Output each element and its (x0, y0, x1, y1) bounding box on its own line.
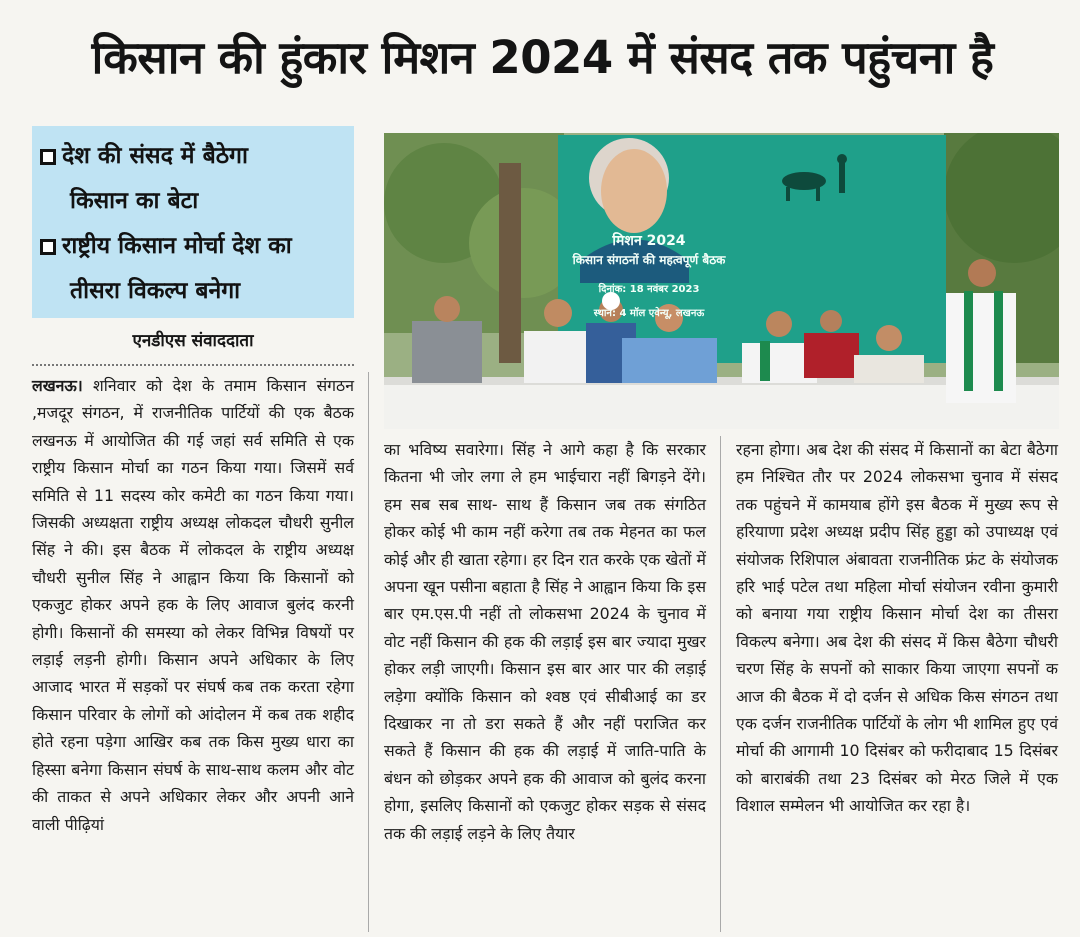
article-column-2 (384, 436, 706, 847)
article-column-3 (736, 436, 1058, 820)
banner-subtitle: किसान संगठनों की महत्वपूर्ण बैठक (572, 253, 726, 267)
highlight-box (32, 126, 354, 318)
news-photo (384, 133, 1059, 429)
highlight-item (40, 134, 344, 179)
article-paragraph (32, 372, 354, 838)
highlight-line: किसान का बेटा (70, 188, 199, 214)
article-column-1 (32, 372, 354, 838)
banner-venue: स्थान: 4 मॉल एवेन्यू, लखनऊ (593, 308, 705, 319)
column-divider (720, 436, 721, 932)
article-text: का भविष्य सवारेगा। सिंह ने आगे कहा है कि सरकार कितना भी जोर लगा ले हम भाईचारा नहीं बिगड़ने देंगे। हम सब सब साथ- साथ हैं किसान जब तक संगठित होकर कोई भी काम नहीं करेगा तब तक मेहनत का फल कोई और ही खाता रहेगा। हर दिन रात करके एक खेतों में अपना खून पसीना बहाता है सिंह ने आह्वान किया कि इस बार एम.एस.पी नहीं तो लोकसभा 2024 के चुनाव में वोट नहीं किसान की हक की लड़ाई इस बार ज्यादा मुखर होकर लड़ी जाएगी। किसान इस बार आर पार की लड़ाई लड़ेगा क्योंकि किसान को श्वष्ठ एवं सीबीआई का डर दिखाकर ना तो डरा सकते हैं और नहीं पराजित कर सकते हैं किसान की हक की लड़ाई में जाति-पाति के बंधन को छोड़कर अपने हक की आवाज को बुलंद करना होगा, इसलिए किसानों को एकजुट होकर सड़क से संसद तक की लड़ाई लड़ने के लिए तैयार (384, 440, 706, 843)
highlight-line: राष्ट्रीय किसान मोर्चा देश का (62, 233, 292, 259)
headline: किसान की हुंकार मिशन 2024 में संसद तक पहुंचना है (91, 31, 994, 84)
article-text: रहना होगा। अब देश की संसद में किसानों का बेटा बैठेगा हम निश्चित तौर पर 2024 लोकसभा चुनाव में संसद तक पहुंचने में कामयाब होंगे इस बैठक में मुख्य रूप से हरियाणा प्रदेश अध्यक्ष प्रदीप सिंह हुड्डा को उपाध्यक्ष एवं संयोजक रिशिपाल अंबावता राजनीतिक फ्रंट के संयोजक हरि भाई पटेल तथा महिला मोर्चा संयोजन रवीना कुमारी को बनाया गया राष्ट्रीय किसान मोर्चा देश का तीसरा विकल्प बनेगा। अब देश की संसद में किस बैठेगा चौधरी चरण सिंह के सपनों को साकार किया जाएगा सपनों क आज की बैठक में दो दर्जन से अधिक किस संगठन तथा एक दर्जन राजनीतिक पार्टियों के लोग भी शामिल हुए एवं मोर्चा की आगामी 10 दिसंबर को फरीदाबाद 15 दिसंबर को बाराबंकी तथा 23 दिसंबर को मेरठ जिले में एक विशाल सम्मेलन भी आयोजित कर रहा है। (736, 440, 1058, 816)
highlight-line: देश की संसद में बैठेगा (62, 143, 248, 169)
byline: एनडीएस संवाददाता (132, 331, 254, 351)
highlight-item (40, 224, 344, 269)
column-divider (368, 372, 369, 932)
banner-date: दिनांक: 18 नवंबर 2023 (598, 284, 700, 295)
article-text: शनिवार को देश के तमाम किसान संगठन ,मजदूर संगठन, में राजनीतिक पार्टियों की एक बैठक लखनऊ में आयोजित की गई जहां सर्व समिति से एक राष्ट्रीय किसान मोर्चा का गठन किया गया। जिसमें सर्व समिति से 11 सदस्य कोर कमेटी का गठन किया गया। जिसकी अध्यक्षता राष्ट्रीय अध्यक्ष लोकदल चौधरी सुनील सिंह ने की। इस बैठक में लोकदल के राष्ट्रीय अध्यक्ष चौधरी सुनील सिंह ने आह्वान किया कि किसानों को एकजुट होकर अपने हक के लिए आवाज बुलंद करनी होगी। किसानों की समस्या को लेकर विभिन्न विषयों पर लड़ाई लड़नी होगी। किसान अपने अधिकार के लिए आजाद भारत में सड़कों पर संघर्ष कब तक करता रहेगा किसान परिवार के लोगों को आंदोलन में कब तक शहीद होते रहना पड़ेगा आखिर कब तक किस मुख्य धारा का हिस्सा बनेगा किसान संघर्ष के साथ-साथ कलम और वोट की ताकत से अपने अधिकार लेकर और अपनी आने वाली पीढ़ियां (32, 376, 354, 834)
banner-title: मिशन 2024 (612, 233, 686, 249)
checkbox-icon (40, 239, 56, 255)
dateline: लखनऊ। (32, 376, 83, 395)
divider (32, 364, 354, 366)
highlight-line: तीसरा विकल्प बनेगा (70, 278, 241, 304)
checkbox-icon (40, 149, 56, 165)
